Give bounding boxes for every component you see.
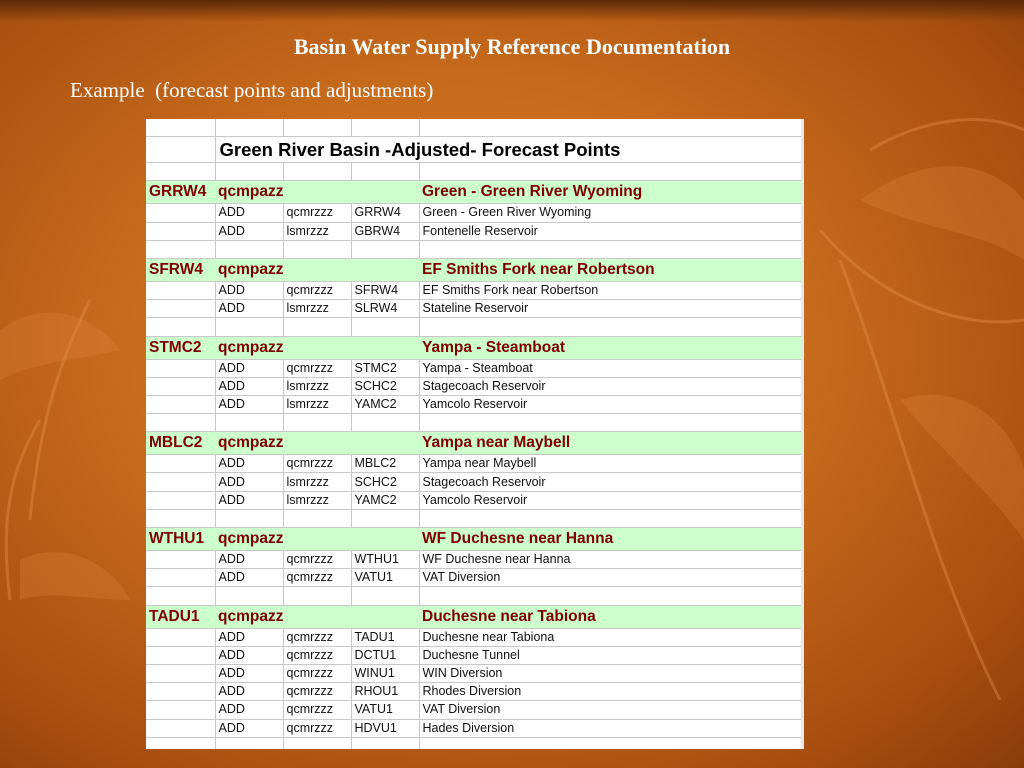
station-id-cell: SFRW4 <box>351 281 419 299</box>
empty-cell <box>419 587 802 605</box>
forecast-point-id: STMC2 <box>146 336 215 359</box>
empty-cell <box>215 318 283 336</box>
description-cell: WIN Diversion <box>419 664 802 682</box>
operation-cell: ADD <box>215 455 283 473</box>
spreadsheet-image <box>146 119 802 749</box>
empty-cell <box>351 240 419 258</box>
empty-cell <box>283 240 351 258</box>
empty-cell <box>419 509 802 527</box>
station-id-cell: SCHC2 <box>351 377 419 395</box>
station-id-cell: MBLC2 <box>351 455 419 473</box>
description-cell: Yamcolo Reservoir <box>419 395 802 413</box>
operation-cell: ADD <box>215 281 283 299</box>
station-id-cell: YAMC2 <box>351 491 419 509</box>
empty-cell <box>215 414 283 432</box>
sheet-title-row <box>146 137 802 163</box>
empty-cell <box>215 509 283 527</box>
operation-cell: ADD <box>215 664 283 682</box>
forecast-point-code: qcmpazz <box>215 181 419 204</box>
operation-cell: ADD <box>215 719 283 737</box>
description-cell: Stagecoach Reservoir <box>419 473 802 491</box>
forecast-point-header-row <box>146 528 802 551</box>
station-id-cell: GRRW4 <box>351 204 419 222</box>
page-subtitle: Example (forecast points and adjustments) <box>70 78 434 102</box>
forecast-point-id: GRRW4 <box>146 181 215 204</box>
empty-cell <box>146 628 215 646</box>
forecast-point-code: qcmpazz <box>215 336 419 359</box>
forecast-point-name: EF Smiths Fork near Robertson <box>419 258 802 281</box>
type-cell: qcmrzzz <box>283 359 351 377</box>
adjustment-row <box>146 683 802 701</box>
empty-cell <box>351 414 419 432</box>
adjustment-row <box>146 222 802 240</box>
operation-cell: ADD <box>215 646 283 664</box>
type-cell: lsmrzzz <box>283 300 351 318</box>
empty-cell <box>146 163 215 181</box>
empty-cell <box>419 240 802 258</box>
blank-row <box>146 163 802 181</box>
station-id-cell: WTHU1 <box>351 551 419 569</box>
adjustment-row <box>146 646 802 664</box>
operation-cell: ADD <box>215 491 283 509</box>
type-cell: lsmrzzz <box>283 491 351 509</box>
empty-cell <box>146 395 215 413</box>
operation-cell: ADD <box>215 359 283 377</box>
description-cell: Fontenelle Reservoir <box>419 222 802 240</box>
forecast-point-code: qcmpazz <box>215 258 419 281</box>
type-cell: qcmrzzz <box>283 204 351 222</box>
forecast-point-name: Yampa near Maybell <box>419 432 802 455</box>
type-cell: lsmrzzz <box>283 222 351 240</box>
empty-cell <box>215 737 283 749</box>
empty-cell <box>283 587 351 605</box>
empty-cell <box>419 318 802 336</box>
type-cell: qcmrzzz <box>283 646 351 664</box>
page-title: Basin Water Supply Reference Documentation <box>293 34 731 59</box>
blank-row <box>146 318 802 336</box>
empty-cell <box>351 163 419 181</box>
empty-cell <box>146 737 215 749</box>
adjustment-row <box>146 719 802 737</box>
empty-cell <box>283 509 351 527</box>
empty-cell <box>146 204 215 222</box>
forecast-point-header-row <box>146 605 802 628</box>
description-cell: Duchesne near Tabiona <box>419 628 802 646</box>
description-cell: Yamcolo Reservoir <box>419 491 802 509</box>
description-cell: Green - Green River Wyoming <box>419 204 802 222</box>
station-id-cell: TADU1 <box>351 628 419 646</box>
empty-cell <box>419 119 802 137</box>
operation-cell: ADD <box>215 222 283 240</box>
description-cell: Stateline Reservoir <box>419 300 802 318</box>
type-cell: qcmrzzz <box>283 628 351 646</box>
type-cell: lsmrzzz <box>283 377 351 395</box>
empty-cell <box>283 119 351 137</box>
forecast-point-header-row <box>146 336 802 359</box>
description-cell: Yampa near Maybell <box>419 455 802 473</box>
station-id-cell: YAMC2 <box>351 395 419 413</box>
forecast-point-id: TADU1 <box>146 605 215 628</box>
empty-cell <box>146 359 215 377</box>
adjustment-row <box>146 628 802 646</box>
forecast-point-name: Duchesne near Tabiona <box>419 605 802 628</box>
operation-cell: ADD <box>215 683 283 701</box>
station-id-cell: SCHC2 <box>351 473 419 491</box>
adjustment-row <box>146 473 802 491</box>
blank-row <box>146 119 802 137</box>
empty-cell <box>146 318 215 336</box>
station-id-cell: VATU1 <box>351 701 419 719</box>
adjustment-row <box>146 281 802 299</box>
adjustment-row <box>146 359 802 377</box>
empty-cell <box>146 300 215 318</box>
type-cell: qcmrzzz <box>283 701 351 719</box>
station-id-cell: GBRW4 <box>351 222 419 240</box>
description-cell: Yampa - Steamboat <box>419 359 802 377</box>
forecast-point-id: WTHU1 <box>146 528 215 551</box>
type-cell: qcmrzzz <box>283 281 351 299</box>
forecast-point-code: qcmpazz <box>215 528 419 551</box>
forecast-point-name: WF Duchesne near Hanna <box>419 528 802 551</box>
empty-cell <box>146 222 215 240</box>
empty-cell <box>146 491 215 509</box>
forecast-point-name: Green - Green River Wyoming <box>419 181 802 204</box>
empty-cell <box>146 137 215 163</box>
empty-cell <box>419 737 802 749</box>
empty-cell <box>146 473 215 491</box>
type-cell: qcmrzzz <box>283 569 351 587</box>
empty-cell <box>146 569 215 587</box>
station-id-cell: HDVU1 <box>351 719 419 737</box>
station-id-cell: WINU1 <box>351 664 419 682</box>
adjustment-row <box>146 491 802 509</box>
station-id-cell: RHOU1 <box>351 683 419 701</box>
station-id-cell: DCTU1 <box>351 646 419 664</box>
empty-cell <box>146 281 215 299</box>
empty-cell <box>146 551 215 569</box>
blank-row <box>146 240 802 258</box>
empty-cell <box>215 240 283 258</box>
empty-cell <box>283 163 351 181</box>
description-cell: Duchesne Tunnel <box>419 646 802 664</box>
empty-cell <box>215 119 283 137</box>
adjustment-row <box>146 664 802 682</box>
sheet-edge <box>801 119 804 749</box>
operation-cell: ADD <box>215 701 283 719</box>
adjustment-row <box>146 395 802 413</box>
type-cell: qcmrzzz <box>283 455 351 473</box>
adjustment-row <box>146 204 802 222</box>
adjustment-row <box>146 377 802 395</box>
forecast-points-table <box>146 119 802 749</box>
empty-cell <box>146 240 215 258</box>
description-cell: Hades Diversion <box>419 719 802 737</box>
operation-cell: ADD <box>215 628 283 646</box>
adjustment-row <box>146 300 802 318</box>
adjustment-row <box>146 551 802 569</box>
empty-cell <box>419 163 802 181</box>
adjustment-row <box>146 569 802 587</box>
description-cell: WF Duchesne near Hanna <box>419 551 802 569</box>
type-cell: qcmrzzz <box>283 551 351 569</box>
adjustment-row <box>146 455 802 473</box>
forecast-point-code: qcmpazz <box>215 605 419 628</box>
sheet-title: Green River Basin -Adjusted- Forecast Points <box>215 137 802 163</box>
description-cell: Rhodes Diversion <box>419 683 802 701</box>
forecast-point-name: Yampa - Steamboat <box>419 336 802 359</box>
empty-cell <box>146 664 215 682</box>
station-id-cell: SLRW4 <box>351 300 419 318</box>
type-cell: qcmrzzz <box>283 683 351 701</box>
description-cell: VAT Diversion <box>419 569 802 587</box>
empty-cell <box>351 509 419 527</box>
empty-cell <box>351 587 419 605</box>
empty-cell <box>146 119 215 137</box>
station-id-cell: VATU1 <box>351 569 419 587</box>
operation-cell: ADD <box>215 377 283 395</box>
operation-cell: ADD <box>215 395 283 413</box>
adjustment-row <box>146 701 802 719</box>
blank-row <box>146 509 802 527</box>
type-cell: lsmrzzz <box>283 473 351 491</box>
empty-cell <box>146 377 215 395</box>
blank-row <box>146 414 802 432</box>
blank-row <box>146 737 802 749</box>
operation-cell: ADD <box>215 204 283 222</box>
type-cell: lsmrzzz <box>283 395 351 413</box>
forecast-point-header-row <box>146 432 802 455</box>
forecast-point-id: MBLC2 <box>146 432 215 455</box>
operation-cell: ADD <box>215 551 283 569</box>
empty-cell <box>419 414 802 432</box>
operation-cell: ADD <box>215 473 283 491</box>
empty-cell <box>283 737 351 749</box>
description-cell: EF Smiths Fork near Robertson <box>419 281 802 299</box>
empty-cell <box>146 414 215 432</box>
empty-cell <box>351 119 419 137</box>
empty-cell <box>351 318 419 336</box>
forecast-point-code: qcmpazz <box>215 432 419 455</box>
empty-cell <box>146 719 215 737</box>
empty-cell <box>215 587 283 605</box>
empty-cell <box>146 455 215 473</box>
type-cell: qcmrzzz <box>283 664 351 682</box>
forecast-point-id: SFRW4 <box>146 258 215 281</box>
forecast-point-header-row <box>146 258 802 281</box>
forecast-point-header-row <box>146 181 802 204</box>
empty-cell <box>283 414 351 432</box>
empty-cell <box>146 587 215 605</box>
empty-cell <box>351 737 419 749</box>
blank-row <box>146 587 802 605</box>
operation-cell: ADD <box>215 300 283 318</box>
empty-cell <box>146 701 215 719</box>
operation-cell: ADD <box>215 569 283 587</box>
type-cell: qcmrzzz <box>283 719 351 737</box>
empty-cell <box>146 646 215 664</box>
description-cell: Stagecoach Reservoir <box>419 377 802 395</box>
empty-cell <box>283 318 351 336</box>
description-cell: VAT Diversion <box>419 701 802 719</box>
empty-cell <box>146 683 215 701</box>
empty-cell <box>146 509 215 527</box>
empty-cell <box>215 163 283 181</box>
station-id-cell: STMC2 <box>351 359 419 377</box>
